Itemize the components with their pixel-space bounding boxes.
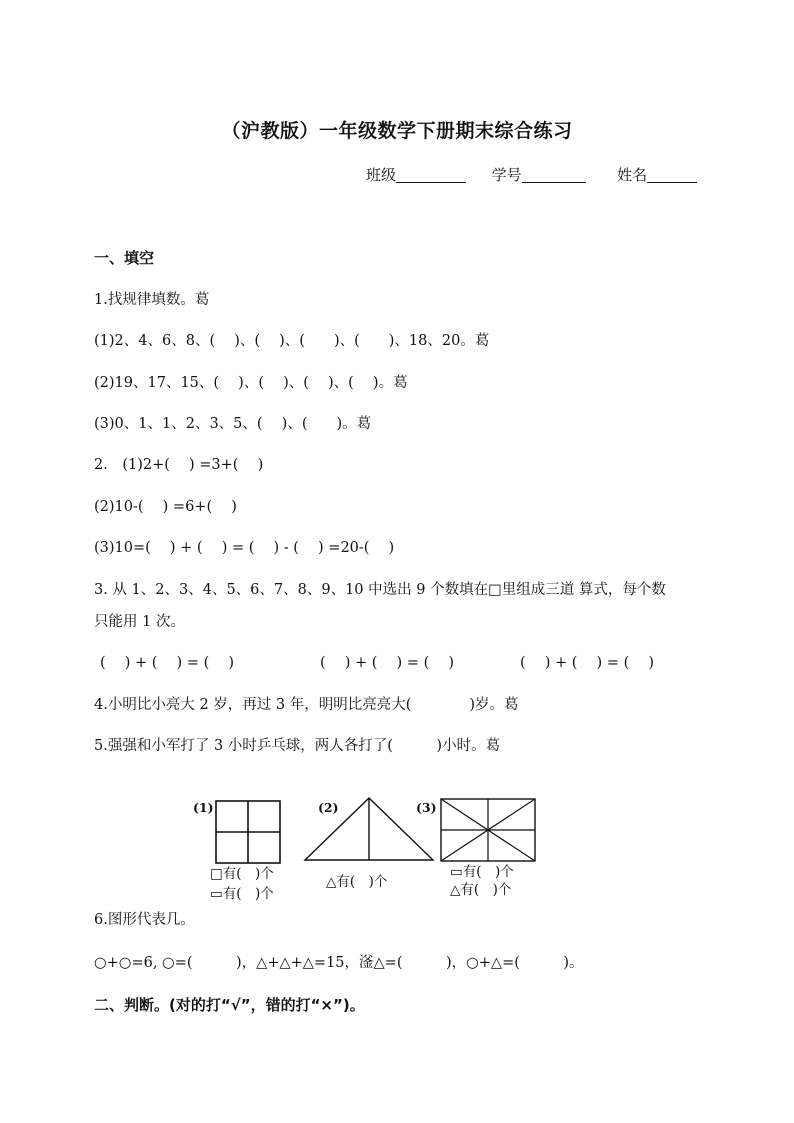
name-label: 姓名 [617,166,648,184]
q2-part3: (3)10=( ) + ( ) = ( ) - ( ) =20-( ) [94,540,395,556]
q3-equation1: ( ) + ( ) = ( ) [100,655,235,671]
fig2-label: (2) [318,800,339,815]
q1-stem: 1.找规律填数。葛 [94,292,210,308]
q2-part2: (2)10-( ) =6+( ) [94,499,237,515]
q5-text: 5.强强和小军打了 3 小时乒乓球，两人各打了( )小时。葛 [94,738,501,754]
fig3-label: (3) [416,800,437,815]
class-blank[interactable] [396,166,466,183]
q3-line1: 3. 从 1、2、3、4、5、6、7、8、9、10 中选出 9 个数填在□里组成三道 算式，每个数 [94,582,666,598]
fig3-divided-rectangle [440,798,536,862]
number-label: 学号 [491,166,522,184]
fig1-caption-rectangles: ▭有( )个 [210,886,274,902]
number-blank[interactable] [522,166,586,183]
q3-equation2: ( ) + ( ) = ( ) [320,655,455,671]
q1-part2: (2)19、17、15、( )、( )、( )、( )。葛 [94,375,408,391]
q4-text: 4.小明比小亮大 2 岁，再过 3 年，明明比亮亮大( )岁。葛 [94,697,519,713]
fig3-caption-triangles: △有( )个 [450,882,512,898]
q3-equation3: ( ) + ( ) = ( ) [520,655,655,671]
student-info [366,164,697,185]
section2-heading: 二、判断。(对的打“√”，错的打“×”)。 [94,996,365,1014]
q6-line: ○+○=6, ○=( )，△+△+△=15，滏△=( )，○+△=( )。 [94,955,584,971]
class-label: 班级 [366,166,397,184]
section1-heading: 一、填空 [94,249,155,267]
fig1-caption-squares: □有( )个 [210,866,274,882]
q1-part1: (1)2、4、6、8、( )、( )、( )、( )、18、20。葛 [94,333,490,349]
fig2-caption-triangles: △有( )个 [326,874,388,890]
name-blank[interactable] [647,166,697,183]
q1-part3: (3)0、1、1、2、3、5、( )、( )。葛 [94,416,372,432]
fig1-divided-square [215,800,281,864]
q6-stem: 6.图形代表几。 [94,912,195,928]
page-title: （沪教版）一年级数学下册期末综合练习 [221,120,573,142]
q2-part1: 2. (1)2+( ) =3+( ) [94,457,264,473]
q3-line2: 只能用 1 次。 [94,614,185,630]
fig3-caption-rectangles: ▭有( )个 [450,864,514,880]
fig1-label: (1) [193,800,214,815]
